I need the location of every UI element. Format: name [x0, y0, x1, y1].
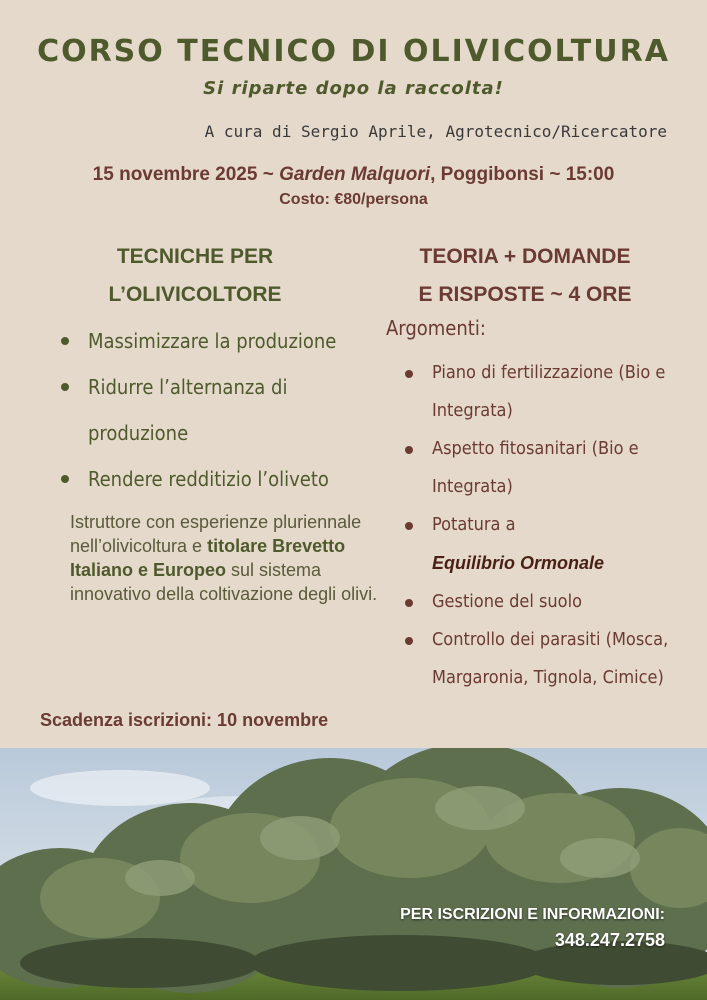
right-column-heading	[380, 238, 670, 314]
instructor-text-1: Istruttore con esperienze pluriennale nell’olivicoltura e	[70, 512, 362, 556]
left-heading-line2: L’OLIVICOLTORE	[108, 283, 282, 306]
list-item: Massimizzare la produzione	[58, 318, 348, 364]
list-item	[402, 506, 692, 583]
instructor-text-2: sul sistema innovativo della coltivazione degli olivi.	[70, 560, 378, 604]
course-subtitle: Si riparte dopo la raccolta!	[203, 78, 504, 99]
left-heading-line1: TECNICHE PER	[116, 245, 274, 268]
topics-label: Argomenti:	[386, 316, 486, 340]
event-date: 15 novembre 2025 ~	[92, 164, 280, 185]
topics-list	[402, 354, 692, 697]
course-title: CORSO TECNICO DI OLIVICOLTURA	[37, 34, 670, 69]
pruning-emphasis: Equilibrio Ormonale	[432, 553, 605, 573]
technique-list	[58, 318, 348, 502]
olive-grove-photo	[0, 748, 707, 1000]
left-column-heading	[60, 238, 330, 314]
list-item: Aspetto fitosanitari (Bio e Integrata)	[402, 430, 692, 506]
list-item: Controllo dei parasiti (Mosca, Margaronia, Tignola, Cimice)	[402, 621, 692, 697]
event-venue: Garden Malquori	[279, 164, 431, 185]
list-item: Gestione del suolo	[402, 583, 692, 621]
instructor-patent: titolare Brevetto Italiano e Europeo	[70, 536, 346, 580]
pruning-label: Potatura a	[432, 514, 516, 535]
contact-label: PER ISCRIZIONI E INFORMAZIONI:	[400, 906, 665, 923]
right-heading-line2: E RISPOSTE ~ 4 ORE	[418, 283, 632, 306]
contact-phone[interactable]: 348.247.2758	[554, 930, 665, 950]
event-cost: Costo: €80/persona	[279, 191, 428, 208]
event-dateline	[0, 164, 707, 186]
list-item: Ridurre l’alternanza di produzione	[58, 364, 348, 456]
instructor-description	[70, 510, 380, 606]
right-heading-line1: TEORIA + DOMANDE	[419, 245, 631, 268]
list-item: Piano di fertilizzazione (Bio e Integrata)	[402, 354, 692, 430]
event-location-time: , Poggibonsi ~ 15:00	[430, 164, 615, 185]
curator-line: A cura di Sergio Aprile, Agrotecnico/Ricercatore	[204, 122, 667, 141]
registration-deadline: Scadenza iscrizioni: 10 novembre	[40, 710, 329, 730]
list-item: Rendere redditizio l’oliveto	[58, 456, 348, 502]
